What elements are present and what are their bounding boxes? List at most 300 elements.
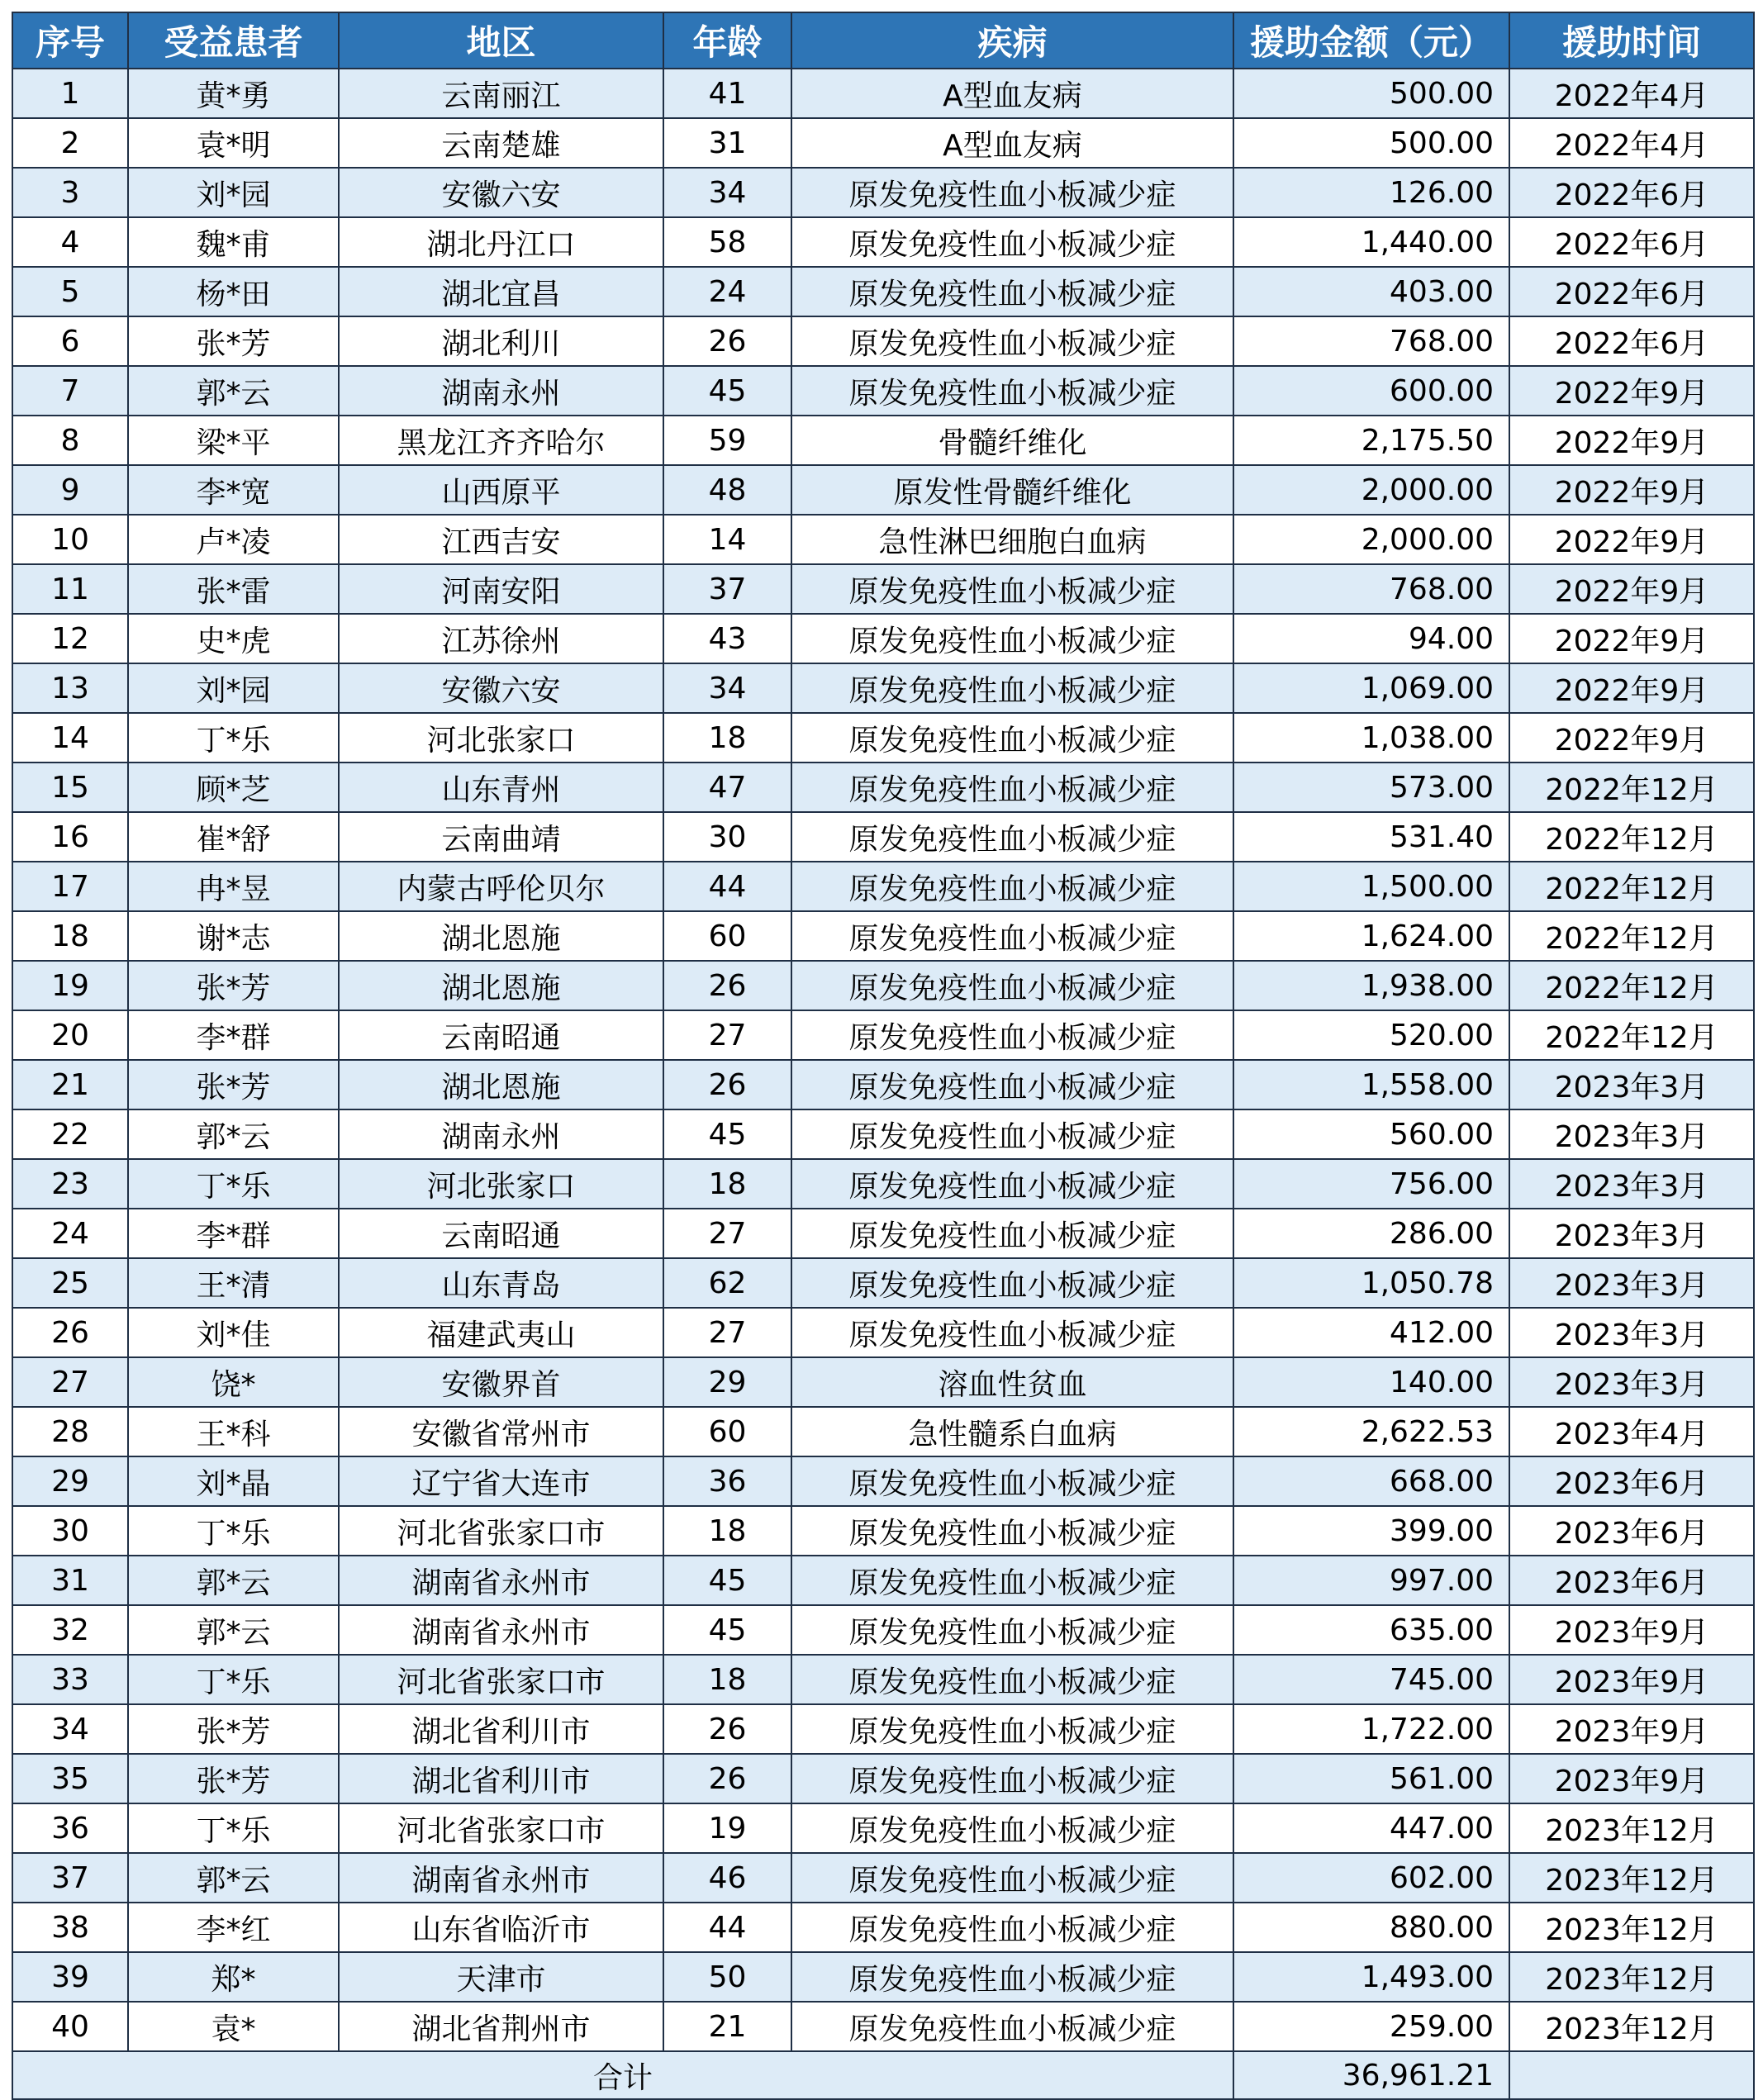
cell-region: 湖南永州 <box>339 1109 663 1159</box>
cell-amount: 2,622.53 <box>1233 1407 1509 1456</box>
cell-amount: 1,493.00 <box>1233 1952 1509 2002</box>
cell-disease: 原发免疫性血小板减少症 <box>791 713 1233 763</box>
column-header-age: 年龄 <box>663 12 791 69</box>
cell-region: 河北省张家口市 <box>339 1803 663 1853</box>
cell-index: 29 <box>12 1456 128 1506</box>
cell-index: 6 <box>12 316 128 366</box>
cell-index: 36 <box>12 1803 128 1853</box>
cell-time: 2022年9月 <box>1509 713 1754 763</box>
table-body <box>12 69 1754 2051</box>
cell-amount: 1,558.00 <box>1233 1060 1509 1109</box>
cell-time: 2023年6月 <box>1509 1456 1754 1506</box>
cell-region: 福建武夷山 <box>339 1308 663 1357</box>
cell-time: 2023年9月 <box>1509 1754 1754 1803</box>
cell-region: 云南丽江 <box>339 69 663 118</box>
cell-patient: 梁*平 <box>128 416 339 465</box>
cell-amount: 1,938.00 <box>1233 961 1509 1010</box>
cell-time: 2023年3月 <box>1509 1209 1754 1258</box>
cell-amount: 1,500.00 <box>1233 862 1509 911</box>
cell-time: 2023年3月 <box>1509 1159 1754 1209</box>
cell-index: 35 <box>12 1754 128 1803</box>
cell-disease: 原发免疫性血小板减少症 <box>791 2002 1233 2051</box>
cell-amount: 602.00 <box>1233 1853 1509 1903</box>
cell-time: 2022年9月 <box>1509 416 1754 465</box>
cell-index: 37 <box>12 1853 128 1903</box>
cell-age: 27 <box>663 1209 791 1258</box>
cell-disease: 原发免疫性血小板减少症 <box>791 1159 1233 1209</box>
cell-region: 湖北恩施 <box>339 911 663 961</box>
table-row <box>12 1357 1754 1407</box>
table-row <box>12 862 1754 911</box>
cell-patient: 崔*舒 <box>128 812 339 862</box>
cell-patient: 李*群 <box>128 1209 339 1258</box>
cell-age: 30 <box>663 812 791 862</box>
cell-region: 山东青州 <box>339 763 663 812</box>
cell-amount: 1,069.00 <box>1233 663 1509 713</box>
cell-index: 1 <box>12 69 128 118</box>
cell-time: 2022年9月 <box>1509 614 1754 663</box>
cell-amount: 560.00 <box>1233 1109 1509 1159</box>
cell-region: 湖北省利川市 <box>339 1704 663 1754</box>
cell-index: 21 <box>12 1060 128 1109</box>
cell-time: 2022年4月 <box>1509 118 1754 168</box>
cell-amount: 1,722.00 <box>1233 1704 1509 1754</box>
cell-age: 47 <box>663 763 791 812</box>
cell-age: 26 <box>663 1754 791 1803</box>
cell-region: 安徽界首 <box>339 1357 663 1407</box>
table-row <box>12 1010 1754 1060</box>
cell-patient: 张*芳 <box>128 316 339 366</box>
cell-disease: 原发免疫性血小板减少症 <box>791 1456 1233 1506</box>
cell-index: 12 <box>12 614 128 663</box>
table-row <box>12 1109 1754 1159</box>
cell-disease: 原发免疫性血小板减少症 <box>791 614 1233 663</box>
cell-patient: 刘*园 <box>128 168 339 217</box>
table-row <box>12 812 1754 862</box>
table-row <box>12 168 1754 217</box>
cell-time: 2023年9月 <box>1509 1655 1754 1704</box>
cell-region: 湖北丹江口 <box>339 217 663 267</box>
cell-index: 28 <box>12 1407 128 1456</box>
cell-amount: 880.00 <box>1233 1903 1509 1952</box>
cell-time: 2023年12月 <box>1509 1853 1754 1903</box>
cell-age: 19 <box>663 1803 791 1853</box>
table-row <box>12 1655 1754 1704</box>
cell-time: 2023年4月 <box>1509 1407 1754 1456</box>
cell-disease: 原发免疫性血小板减少症 <box>791 316 1233 366</box>
cell-index: 19 <box>12 961 128 1010</box>
cell-time: 2022年6月 <box>1509 217 1754 267</box>
cell-disease: 原发免疫性血小板减少症 <box>791 1754 1233 1803</box>
cell-amount: 2,000.00 <box>1233 515 1509 564</box>
cell-age: 41 <box>663 69 791 118</box>
header-row <box>12 12 1754 69</box>
cell-patient: 卢*凌 <box>128 515 339 564</box>
table-row <box>12 1853 1754 1903</box>
cell-amount: 126.00 <box>1233 168 1509 217</box>
cell-patient: 张*芳 <box>128 961 339 1010</box>
cell-time: 2023年6月 <box>1509 1556 1754 1605</box>
cell-time: 2022年12月 <box>1509 911 1754 961</box>
cell-amount: 403.00 <box>1233 267 1509 316</box>
cell-time: 2022年9月 <box>1509 366 1754 416</box>
cell-region: 湖北恩施 <box>339 961 663 1010</box>
cell-time: 2022年12月 <box>1509 961 1754 1010</box>
cell-index: 11 <box>12 564 128 614</box>
cell-region: 内蒙古呼伦贝尔 <box>339 862 663 911</box>
cell-age: 14 <box>663 515 791 564</box>
cell-amount: 635.00 <box>1233 1605 1509 1655</box>
cell-patient: 顾*芝 <box>128 763 339 812</box>
cell-disease: 原发免疫性血小板减少症 <box>791 1556 1233 1605</box>
cell-index: 8 <box>12 416 128 465</box>
cell-region: 安徽省常州市 <box>339 1407 663 1456</box>
table-row <box>12 1952 1754 2002</box>
cell-age: 34 <box>663 663 791 713</box>
cell-patient: 张*芳 <box>128 1704 339 1754</box>
cell-amount: 561.00 <box>1233 1754 1509 1803</box>
cell-time: 2022年12月 <box>1509 763 1754 812</box>
cell-age: 26 <box>663 1704 791 1754</box>
table-row <box>12 663 1754 713</box>
table-row <box>12 416 1754 465</box>
cell-age: 18 <box>663 713 791 763</box>
cell-patient: 黄*勇 <box>128 69 339 118</box>
cell-region: 河北张家口 <box>339 713 663 763</box>
cell-disease: 原发免疫性血小板减少症 <box>791 1010 1233 1060</box>
cell-amount: 399.00 <box>1233 1506 1509 1556</box>
table-row <box>12 465 1754 515</box>
cell-amount: 2,175.50 <box>1233 416 1509 465</box>
cell-patient: 丁*乐 <box>128 713 339 763</box>
cell-age: 45 <box>663 1109 791 1159</box>
cell-disease: 原发免疫性血小板减少症 <box>791 961 1233 1010</box>
cell-region: 山东青岛 <box>339 1258 663 1308</box>
cell-patient: 饶* <box>128 1357 339 1407</box>
table-row <box>12 1456 1754 1506</box>
table-row <box>12 1903 1754 1952</box>
cell-region: 河南安阳 <box>339 564 663 614</box>
cell-region: 湖北省荆州市 <box>339 2002 663 2051</box>
cell-patient: 刘*晶 <box>128 1456 339 1506</box>
cell-amount: 1,624.00 <box>1233 911 1509 961</box>
cell-index: 27 <box>12 1357 128 1407</box>
cell-amount: 259.00 <box>1233 2002 1509 2051</box>
table-row <box>12 1407 1754 1456</box>
cell-region: 山西原平 <box>339 465 663 515</box>
cell-age: 26 <box>663 316 791 366</box>
column-header-index: 序号 <box>12 12 128 69</box>
cell-index: 33 <box>12 1655 128 1704</box>
cell-index: 23 <box>12 1159 128 1209</box>
cell-disease: 原发免疫性血小板减少症 <box>791 1506 1233 1556</box>
table-row <box>12 961 1754 1010</box>
cell-region: 云南曲靖 <box>339 812 663 862</box>
cell-region: 湖南省永州市 <box>339 1556 663 1605</box>
cell-patient: 冉*昱 <box>128 862 339 911</box>
cell-disease: 原发免疫性血小板减少症 <box>791 1952 1233 2002</box>
cell-index: 31 <box>12 1556 128 1605</box>
cell-amount: 500.00 <box>1233 69 1509 118</box>
table-row <box>12 217 1754 267</box>
cell-index: 13 <box>12 663 128 713</box>
cell-disease: 原发免疫性血小板减少症 <box>791 1853 1233 1903</box>
cell-index: 38 <box>12 1903 128 1952</box>
cell-disease: 原发免疫性血小板减少症 <box>791 1605 1233 1655</box>
cell-region: 河北省张家口市 <box>339 1506 663 1556</box>
table-row <box>12 911 1754 961</box>
cell-region: 湖北利川 <box>339 316 663 366</box>
table-row <box>12 614 1754 663</box>
cell-patient: 丁*乐 <box>128 1803 339 1853</box>
column-header-patient: 受益患者 <box>128 12 339 69</box>
cell-time: 2022年6月 <box>1509 316 1754 366</box>
cell-disease: 原发免疫性血小板减少症 <box>791 217 1233 267</box>
cell-disease: 原发免疫性血小板减少症 <box>791 1803 1233 1853</box>
cell-age: 50 <box>663 1952 791 2002</box>
cell-disease: 原发免疫性血小板减少症 <box>791 1109 1233 1159</box>
cell-time: 2022年9月 <box>1509 515 1754 564</box>
table-row <box>12 1308 1754 1357</box>
cell-region: 湖北恩施 <box>339 1060 663 1109</box>
cell-age: 27 <box>663 1308 791 1357</box>
cell-patient: 丁*乐 <box>128 1506 339 1556</box>
cell-disease: 原发免疫性血小板减少症 <box>791 1209 1233 1258</box>
cell-amount: 1,440.00 <box>1233 217 1509 267</box>
table-row <box>12 1704 1754 1754</box>
cell-disease: 原发免疫性血小板减少症 <box>791 1308 1233 1357</box>
cell-amount: 286.00 <box>1233 1209 1509 1258</box>
table-row <box>12 1506 1754 1556</box>
cell-disease: 原发免疫性血小板减少症 <box>791 763 1233 812</box>
cell-time: 2022年9月 <box>1509 663 1754 713</box>
cell-disease: 原发免疫性血小板减少症 <box>791 1655 1233 1704</box>
cell-age: 31 <box>663 118 791 168</box>
cell-patient: 张*芳 <box>128 1754 339 1803</box>
cell-patient: 袁*明 <box>128 118 339 168</box>
cell-time: 2022年6月 <box>1509 168 1754 217</box>
cell-age: 21 <box>663 2002 791 2051</box>
total-label: 合计 <box>12 2051 1233 2099</box>
cell-region: 云南昭通 <box>339 1010 663 1060</box>
cell-disease: 原发免疫性血小板减少症 <box>791 862 1233 911</box>
cell-region: 安徽六安 <box>339 663 663 713</box>
cell-time: 2023年3月 <box>1509 1258 1754 1308</box>
cell-region: 云南昭通 <box>339 1209 663 1258</box>
cell-disease: 原发免疫性血小板减少症 <box>791 564 1233 614</box>
aid-table <box>12 12 1755 2100</box>
cell-region: 河北省张家口市 <box>339 1655 663 1704</box>
cell-amount: 745.00 <box>1233 1655 1509 1704</box>
cell-index: 4 <box>12 217 128 267</box>
table-row <box>12 366 1754 416</box>
cell-index: 16 <box>12 812 128 862</box>
cell-patient: 史*虎 <box>128 614 339 663</box>
column-header-region: 地区 <box>339 12 663 69</box>
cell-time: 2023年3月 <box>1509 1357 1754 1407</box>
cell-amount: 668.00 <box>1233 1456 1509 1506</box>
cell-disease: 原发免疫性血小板减少症 <box>791 267 1233 316</box>
cell-age: 29 <box>663 1357 791 1407</box>
column-header-disease: 疾病 <box>791 12 1233 69</box>
cell-amount: 768.00 <box>1233 564 1509 614</box>
total-row <box>12 2051 1754 2099</box>
cell-patient: 丁*乐 <box>128 1159 339 1209</box>
cell-disease: A型血友病 <box>791 118 1233 168</box>
cell-region: 天津市 <box>339 1952 663 2002</box>
cell-patient: 刘*园 <box>128 663 339 713</box>
cell-time: 2023年9月 <box>1509 1704 1754 1754</box>
cell-time: 2022年9月 <box>1509 564 1754 614</box>
cell-index: 10 <box>12 515 128 564</box>
cell-patient: 丁*乐 <box>128 1655 339 1704</box>
cell-amount: 573.00 <box>1233 763 1509 812</box>
cell-index: 14 <box>12 713 128 763</box>
cell-time: 2023年12月 <box>1509 1952 1754 2002</box>
cell-amount: 412.00 <box>1233 1308 1509 1357</box>
table-row <box>12 1209 1754 1258</box>
cell-age: 45 <box>663 1605 791 1655</box>
cell-patient: 王*清 <box>128 1258 339 1308</box>
cell-patient: 郭*云 <box>128 1853 339 1903</box>
cell-amount: 768.00 <box>1233 316 1509 366</box>
cell-index: 30 <box>12 1506 128 1556</box>
cell-index: 3 <box>12 168 128 217</box>
cell-age: 45 <box>663 1556 791 1605</box>
cell-patient: 王*科 <box>128 1407 339 1456</box>
cell-age: 59 <box>663 416 791 465</box>
cell-amount: 140.00 <box>1233 1357 1509 1407</box>
cell-disease: 原发性骨髓纤维化 <box>791 465 1233 515</box>
cell-time: 2023年3月 <box>1509 1060 1754 1109</box>
cell-disease: A型血友病 <box>791 69 1233 118</box>
cell-age: 46 <box>663 1853 791 1903</box>
cell-patient: 郑* <box>128 1952 339 2002</box>
cell-patient: 魏*甫 <box>128 217 339 267</box>
cell-disease: 急性髓系白血病 <box>791 1407 1233 1456</box>
cell-disease: 原发免疫性血小板减少症 <box>791 911 1233 961</box>
total-time <box>1509 2051 1754 2099</box>
cell-amount: 600.00 <box>1233 366 1509 416</box>
cell-disease: 原发免疫性血小板减少症 <box>791 812 1233 862</box>
cell-age: 18 <box>663 1655 791 1704</box>
cell-age: 36 <box>663 1456 791 1506</box>
table-row <box>12 1605 1754 1655</box>
cell-index: 32 <box>12 1605 128 1655</box>
cell-amount: 2,000.00 <box>1233 465 1509 515</box>
cell-region: 山东省临沂市 <box>339 1903 663 1952</box>
cell-time: 2023年3月 <box>1509 1308 1754 1357</box>
cell-age: 44 <box>663 1903 791 1952</box>
cell-index: 17 <box>12 862 128 911</box>
cell-patient: 李*宽 <box>128 465 339 515</box>
cell-region: 辽宁省大连市 <box>339 1456 663 1506</box>
cell-amount: 447.00 <box>1233 1803 1509 1853</box>
cell-disease: 原发免疫性血小板减少症 <box>791 1060 1233 1109</box>
table-row <box>12 1060 1754 1109</box>
cell-amount: 1,038.00 <box>1233 713 1509 763</box>
cell-amount: 500.00 <box>1233 118 1509 168</box>
cell-age: 44 <box>663 862 791 911</box>
cell-disease: 溶血性贫血 <box>791 1357 1233 1407</box>
cell-region: 江西吉安 <box>339 515 663 564</box>
cell-patient: 郭*云 <box>128 1109 339 1159</box>
cell-time: 2022年9月 <box>1509 465 1754 515</box>
table-row <box>12 1258 1754 1308</box>
table-row <box>12 2002 1754 2051</box>
cell-index: 7 <box>12 366 128 416</box>
cell-region: 河北张家口 <box>339 1159 663 1209</box>
cell-age: 27 <box>663 1010 791 1060</box>
cell-age: 18 <box>663 1506 791 1556</box>
cell-time: 2023年12月 <box>1509 1903 1754 1952</box>
cell-disease: 原发免疫性血小板减少症 <box>791 366 1233 416</box>
cell-index: 5 <box>12 267 128 316</box>
cell-index: 20 <box>12 1010 128 1060</box>
cell-time: 2023年12月 <box>1509 1803 1754 1853</box>
table-row <box>12 316 1754 366</box>
cell-disease: 急性淋巴细胞白血病 <box>791 515 1233 564</box>
table-row <box>12 1803 1754 1853</box>
cell-time: 2022年6月 <box>1509 267 1754 316</box>
cell-age: 26 <box>663 1060 791 1109</box>
table-row <box>12 1159 1754 1209</box>
cell-disease: 原发免疫性血小板减少症 <box>791 1903 1233 1952</box>
cell-time: 2022年12月 <box>1509 812 1754 862</box>
table-row <box>12 118 1754 168</box>
cell-index: 2 <box>12 118 128 168</box>
cell-age: 62 <box>663 1258 791 1308</box>
cell-amount: 1,050.78 <box>1233 1258 1509 1308</box>
cell-region: 湖北省利川市 <box>339 1754 663 1803</box>
cell-age: 18 <box>663 1159 791 1209</box>
cell-index: 22 <box>12 1109 128 1159</box>
cell-amount: 520.00 <box>1233 1010 1509 1060</box>
cell-region: 云南楚雄 <box>339 118 663 168</box>
cell-index: 18 <box>12 911 128 961</box>
cell-patient: 张*雷 <box>128 564 339 614</box>
cell-time: 2023年12月 <box>1509 2002 1754 2051</box>
table-row <box>12 713 1754 763</box>
cell-index: 15 <box>12 763 128 812</box>
cell-region: 湖北宜昌 <box>339 267 663 316</box>
cell-age: 58 <box>663 217 791 267</box>
cell-patient: 李*群 <box>128 1010 339 1060</box>
cell-time: 2022年12月 <box>1509 1010 1754 1060</box>
cell-age: 37 <box>663 564 791 614</box>
total-amount: 36,961.21 <box>1233 2051 1509 2099</box>
cell-index: 40 <box>12 2002 128 2051</box>
cell-amount: 94.00 <box>1233 614 1509 663</box>
cell-region: 江苏徐州 <box>339 614 663 663</box>
cell-age: 26 <box>663 961 791 1010</box>
table-row <box>12 763 1754 812</box>
table-row <box>12 267 1754 316</box>
cell-age: 34 <box>663 168 791 217</box>
cell-time: 2023年6月 <box>1509 1506 1754 1556</box>
cell-age: 24 <box>663 267 791 316</box>
cell-patient: 刘*佳 <box>128 1308 339 1357</box>
table-row <box>12 564 1754 614</box>
cell-amount: 531.40 <box>1233 812 1509 862</box>
cell-patient: 郭*云 <box>128 366 339 416</box>
cell-patient: 谢*志 <box>128 911 339 961</box>
cell-region: 安徽六安 <box>339 168 663 217</box>
cell-disease: 原发免疫性血小板减少症 <box>791 1258 1233 1308</box>
cell-disease: 原发免疫性血小板减少症 <box>791 1704 1233 1754</box>
table-row <box>12 1754 1754 1803</box>
cell-time: 2023年3月 <box>1509 1109 1754 1159</box>
